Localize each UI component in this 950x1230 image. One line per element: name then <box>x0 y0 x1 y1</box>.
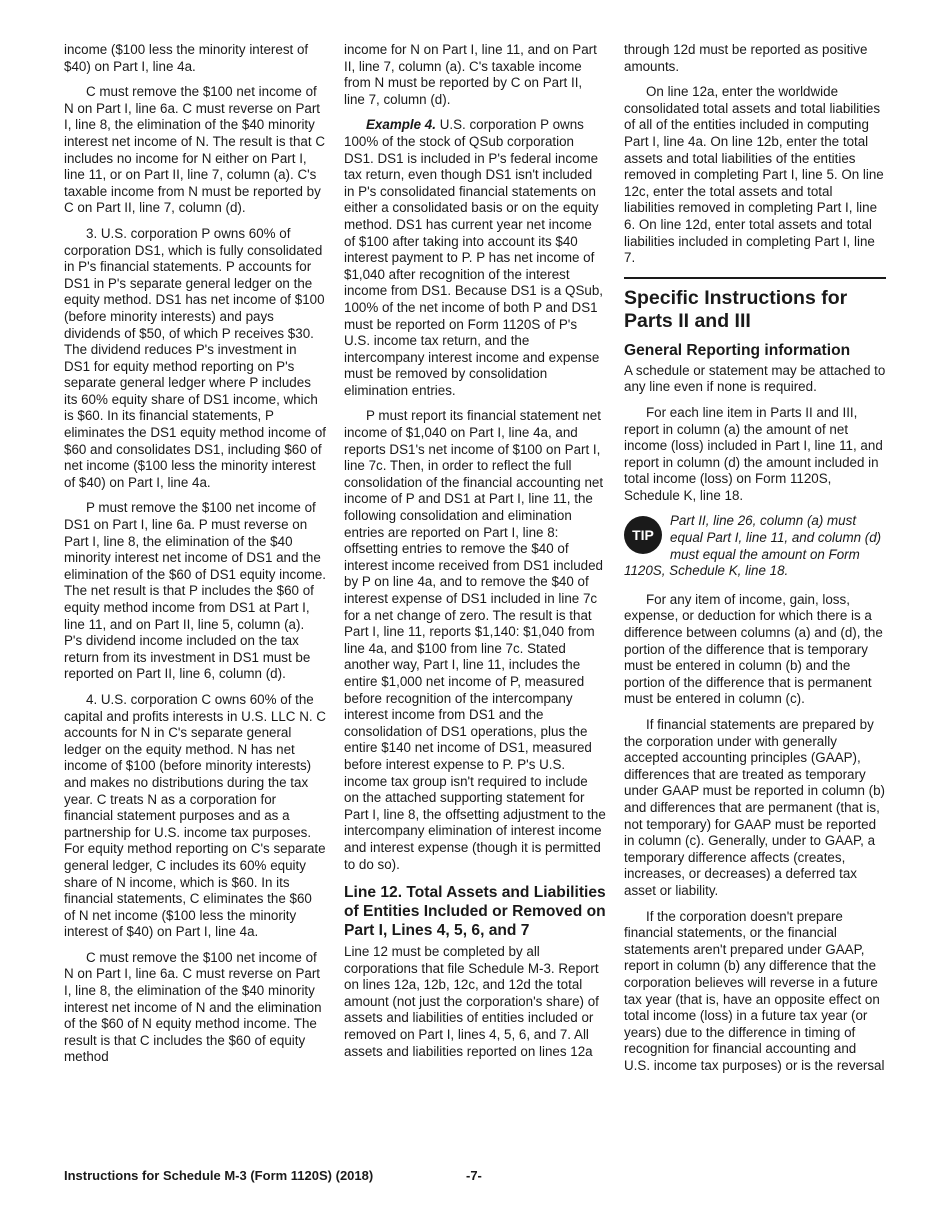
paragraph: P must remove the $100 net income of DS1 on Part I, line 6a. P must reverse on Part I, line 8, the elimination of the $40 minority interest net income of DS1 and the elimination of the $60 of DS1 equity income. The net result is that P includes the $60 of equity method income from DS1 at Part I, line 11, and on Part II, line 5, column (a). P's dividend income included on the tax return from its investment in DS1 must be reported on Part II, line 6, column (d). <box>64 500 327 682</box>
example-3-paragraph: 3. U.S. corporation P owns 60% of corporation DS1, which is fully consolidated in P's financial statements. P accounts for DS1 in P's separate general ledger on the equity method. DS1 has net income of $100 (before minority interests) and pays dividends of $50, of which P receives $30. The dividend reduces P's investment in DS1 for equity method reporting on P's separate general ledger where P includes its 60% equity share of DS1 income, which is $60. In its financial statements, P eliminates the DS1 equity method income of $60 and consolidates DS1, including $60 of net income ($100 less the minority interest of $40) on Part I, line 4a. <box>64 225 327 490</box>
paragraph: income ($100 less the minority interest of $40) on Part I, line 4a. <box>64 42 309 74</box>
paragraph: P must report its financial statement net income of $1,040 on Part I, line 4a, and reports DS1's net income of $100 on Part I, line 7c. Then, in order to reflect the full consolidation of the financial accounting net income of P and DS1 at Part I, line 11, the following consolidation and elimination entries are reported on Part I, line 8: offsetting entries to remove the $40 of interest income received from DS1 included by P on line 4a, and to remove the $40 of interest expense of DS1 included in line 7c for a net change of zero. The result is that Part I, line 11, reports $1,140: $1,040 from line 4a, and $100 from line 7c. Stated another way, Part I, line 11, includes the entire $1,000 net income of P, measured before recognition of the intercompany interest income from DS1 and the consolidation of DS1 operations, plus the entire $140 net income of DS1, measured before interest expense to P. P's U.S. income tax group isn't required to include on the attached supporting statement for Part I, line 8, the offsetting adjustment to the intercompany elimination of interest income and interest expense (though it is permitted to do so). <box>344 408 606 872</box>
paragraph: through 12d must be reported as positive amounts. <box>624 42 868 74</box>
tip-text: Part II, line 26, column (a) must equal Part I, line 11, and column (d) must equal the amount on Form 1120S, Schedule K, line 18. <box>624 513 882 579</box>
paragraph: If financial statements are prepared by the corporation under with generally accepted accounting principles (GAAP), differences that are treated as temporary under GAAP must be reported in column (b) and differences that are permanent (that is, not temporary) for GAAP must be reported in column (c). Generally, under to GAAP, a temporary difference affects (creates, increases, or decreases) a deferred tax asset or liability. <box>624 717 885 898</box>
paragraph: C must remove the $100 net income of N on Part I, line 6a. C must reverse on Part I, line 8, the elimination of the $40 minority interest net income of N. The result is that C includes no income for N either on Part I, line 11, or on Part II, line 7, column (a). C's taxable income from N must be reported by C on Part II, line 7, column (d). <box>64 84 325 216</box>
page-number: -7- <box>466 1168 482 1183</box>
line-12-heading: Line 12. Total Assets and Liabilities of Entities Included or Removed on Part I, Lines 4, 5, 6, and 7 <box>344 884 606 940</box>
section-divider <box>624 277 886 279</box>
subheading: General Reporting information <box>624 341 851 359</box>
column-right <box>624 42 886 1083</box>
paragraph: income for N on Part I, line 11, and on Part II, line 7, column (a). C's taxable income from N must be reported by C on Part II, line 7, column (d). <box>344 42 597 107</box>
paragraph: For any item of income, gain, loss, expense, or deduction for which there is a difference between columns (a) and (d), the portion of the difference that is temporary must be entered in column (b) and the portion of the difference that is permanent must be entered in column (c). <box>624 591 883 707</box>
paragraph: A schedule or statement may be attached to any line even if none is required. <box>624 362 886 395</box>
footer-title: Instructions for Schedule M-3 (Form 1120S) (2018) <box>64 1168 374 1183</box>
paragraph: C must remove the $100 net income of N on Part I, line 6a. C must reverse on Part I, line 8, the elimination of the $40 minority interest net income of N and the elimination of the $60 of N equity method income. The result is that C includes the $60 of equity method <box>64 949 322 1065</box>
example-4-item-paragraph: 4. U.S. corporation C owns 60% of the capital and profits interests in U.S. LLC N. C accounts for N in C's separate general ledger on the equity method. N has net income of $100 (before minority interests) and makes no distributions during the tax year. C treats N as a corporation for financial statement purposes and as a partnership for U.S. income tax purposes. For equity method reporting on C's separate general ledger, C includes its 60% equity share of N income, which is $60. In its financial statements, C eliminates the $60 of N net income ($100 less the minority interest of $40) on Part I, line 4a. <box>64 691 326 940</box>
paragraph: If the corporation doesn't prepare financial statements, or the financial statements aren't prepared under GAAP, report in column (b) any difference that the corporation believes will reverse in a future tax year (that is, have an opposite effect on total income (loss) in a future tax year (or years) due to the difference in timing of recognition for financial accounting and U.S. income tax purposes) or is the reversal <box>624 908 885 1073</box>
column-middle <box>344 42 606 1069</box>
example-4-paragraph <box>344 117 606 399</box>
paragraph: For each line item in Parts II and III, report in column (a) the amount of net income (loss) included in Part I, line 11, and report in column (d) the amount included in total income (loss) on Form 1120S, Schedule K, line 18. <box>624 404 883 503</box>
paragraph: Line 12 must be completed by all corporations that file Schedule M-3. Report on lines 12a, 12b, 12c, and 12d the total amount (not just the corporation's share) of assets and liabilities of entities included or removed on Part I, lines 4, 5, 6, and 7. All assets and liabilities reported on lines 12a <box>344 944 599 1059</box>
tip-icon: TIP <box>624 516 662 554</box>
section-heading: Specific Instructions for Parts II and III <box>624 286 848 332</box>
paragraph: On line 12a, enter the worldwide consolidated total assets and total liabilities of all of the entities included in computing Part I, line 4a. On line 12b, enter the total assets and total liabilities of the entities removed in completing Part I, line 5. On line 12c, enter the total assets and total liabilities removed in completing Part I, line 6. On line 12d, enter total assets and total liabilities included in completing Part I, line 7. <box>624 84 884 266</box>
example-text: U.S. corporation P owns 100% of the stock of QSub corporation DS1. DS1 is included in P's federal income tax return, even though DS1 isn't included in P's consolidated financial statements on either a consolidated basis or on the equity method. DS1 has current year net income of $100 after taking into account its $40 interest payment to P. P has net income of $1,040 after recognition of the interest income from DS1. Because DS1 is a QSub, 100% of the net income of both P and DS1 must be reported on Form 1120S of P's U.S. income tax return, and the intercompany interest income and expense must be removed by consolidation elimination entries. <box>344 117 603 398</box>
tip-callout <box>624 513 886 579</box>
column-left <box>64 42 326 1075</box>
example-label: Example 4. <box>366 117 436 133</box>
